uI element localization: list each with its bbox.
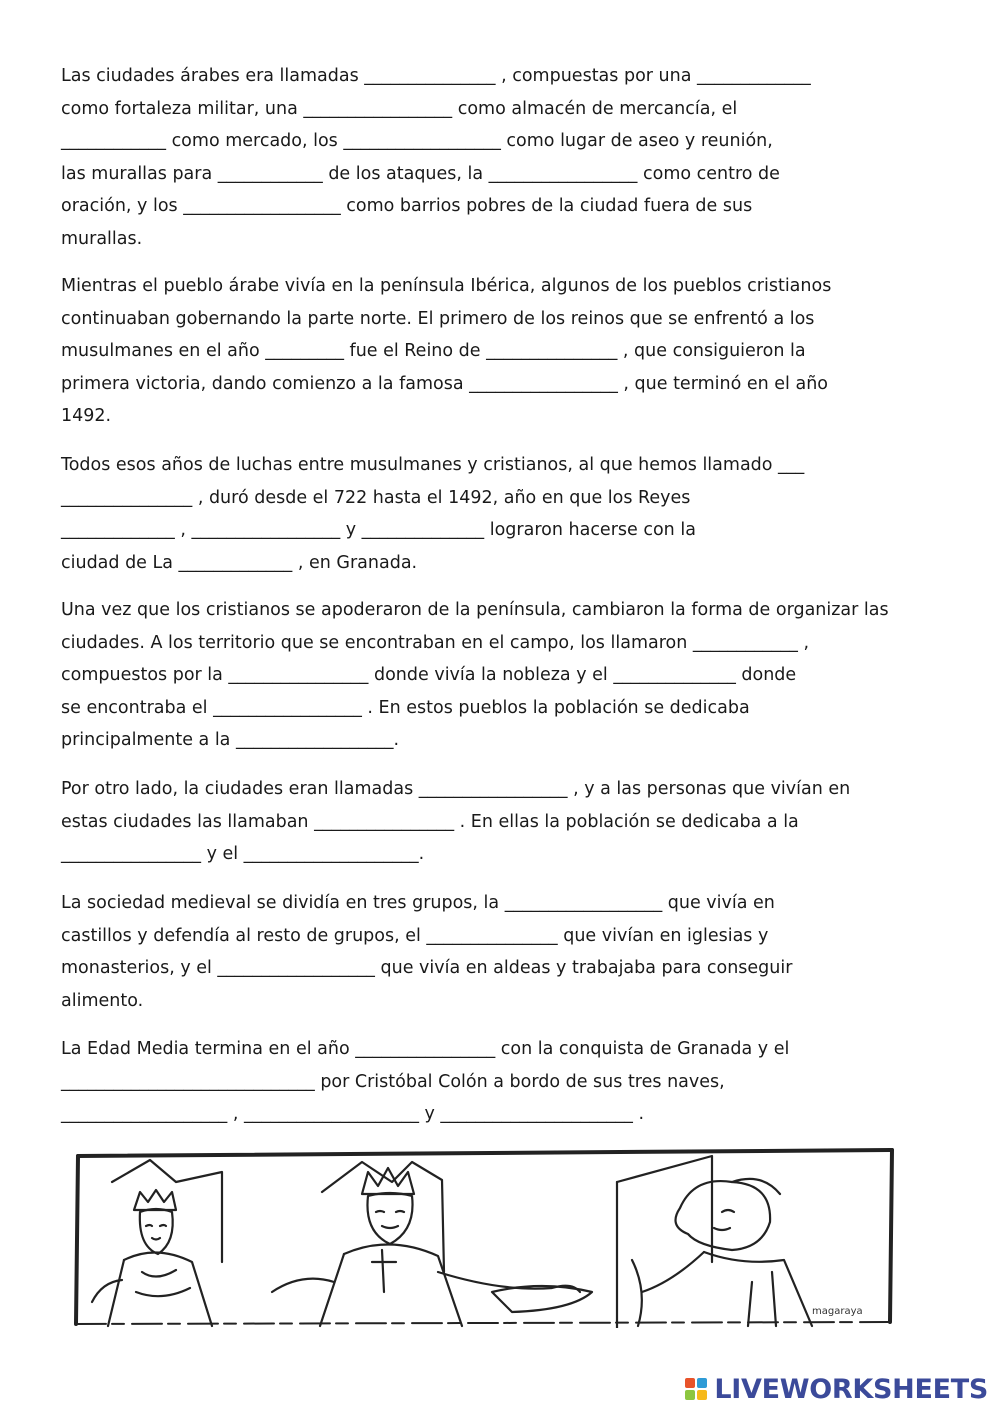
text-line: ____________ como mercado, los __________________ como lugar de aseo y reunión,	[61, 131, 773, 151]
text-line: alimento.	[61, 990, 144, 1011]
text-line: ciudad de La _____________ , en Granada.	[61, 552, 418, 573]
text-line: murallas.	[61, 228, 143, 249]
text-line: _____________________________ por Cristóbal Colón a bordo de sus tres naves,	[61, 1071, 725, 1092]
paragraph-arab-cities	[61, 60, 951, 255]
text-line: monasterios, y el __________________ que vivía en aldeas y trabajaba para conseguir	[61, 958, 793, 978]
text-line: continuaban gobernando la parte norte. El primero de los reinos que se enfrentó a los	[61, 308, 815, 329]
text-line: como fortaleza militar, una _________________ como almacén de mercancía, el	[61, 98, 738, 119]
text-line: Mientras el pueblo árabe vivía en la península Ibérica, algunos de los pueblos cristianos	[61, 276, 832, 296]
text-line: _______________ , duró desde el 722 hasta el 1492, año en que los Reyes	[61, 487, 691, 508]
brand-name: LIVEWORKSHEETS	[714, 1373, 988, 1405]
text-line: Todos esos años de luchas entre musulmanes y cristianos, al que hemos llamado ___	[61, 455, 805, 475]
paragraph-cities	[61, 773, 951, 871]
text-line: La Edad Media termina en el año ________________ con la conquista de Granada y el	[61, 1039, 790, 1059]
text-line: Por otro lado, la ciudades eran llamadas _________________ , y a las personas que vivían en	[61, 779, 851, 799]
liveworksheets-logo-icon	[684, 1376, 710, 1402]
text-line: Las ciudades árabes era llamadas _______________ , compuestas por una _____________	[61, 66, 811, 86]
text-line: ___________________ , ____________________ y ______________________ .	[61, 1104, 645, 1124]
text-line: 1492.	[61, 406, 112, 426]
paragraph-medieval-society	[61, 887, 951, 1017]
text-line: compuestos por la ________________ donde vivía la nobleza y el ______________ donde	[61, 665, 797, 685]
text-line: castillos y defendía al resto de grupos, el _______________ que vivían en iglesias y	[61, 925, 769, 946]
text-line: estas ciudades las llamaban ________________ . En ellas la población se dedicaba a la	[61, 811, 799, 832]
text-line: ciudades. A los territorio que se encontraban en el campo, los llamaron ____________ ,	[61, 632, 810, 653]
text-line: musulmanes en el año _________ fue el Reino de _______________ , que consiguieron la	[61, 341, 806, 361]
monarchs-columbus-illustration	[72, 1142, 898, 1328]
text-line: se encontraba el _________________ . En estos pueblos la población se dedicaba	[61, 697, 750, 718]
text-line: La sociedad medieval se dividía en tres grupos, la __________________ que vivía en	[61, 893, 775, 913]
text-line: primera victoria, dando comienzo a la famosa _________________ , que terminó en el año	[61, 373, 828, 394]
liveworksheets-brand[interactable]	[684, 1372, 988, 1406]
paragraph-end-middle-ages	[61, 1033, 951, 1131]
illustration-signature: magaraya	[812, 1306, 863, 1317]
text-line: Una vez que los cristianos se apoderaron de la península, cambiaron la forma de organizar las	[61, 600, 889, 620]
paragraph-christian-kingdoms	[61, 270, 951, 433]
text-line: ________________ y el ____________________.	[61, 844, 425, 864]
text-line: oración, y los __________________ como barrios pobres de la ciudad fuera de sus	[61, 196, 753, 216]
text-line: _____________ , _________________ y ______________ lograron hacerse con la	[61, 520, 696, 540]
paragraph-reconquista	[61, 449, 951, 579]
text-line: principalmente a la __________________.	[61, 730, 400, 750]
paragraph-christian-organization	[61, 594, 951, 757]
text-line: las murallas para ____________ de los ataques, la _________________ como centro de	[61, 163, 780, 184]
